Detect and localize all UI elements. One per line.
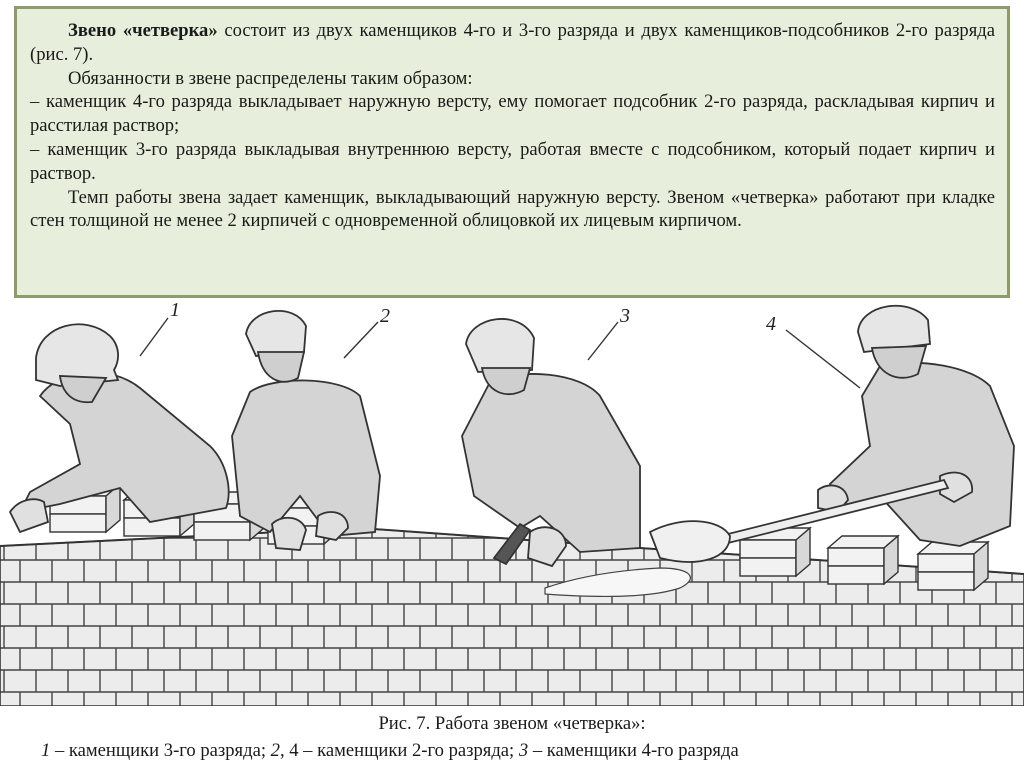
legend-num-3: 3 [518, 740, 529, 761]
paragraph-mason-3: – каменщик 3-го разряда выкладывая внутреннюю версту, работая вместе с подсобником, который подает кирпич и раствор. [30, 138, 995, 184]
paragraph-duties: Обязанности в звене распределены таким образом: [68, 67, 473, 89]
figure-label-1: 1 [170, 299, 180, 321]
legend-text-3: – каменщики 4-го разряда [528, 740, 739, 761]
figure-caption-title: Рис. 7. Работа звеном «четверка»: [378, 713, 646, 734]
paragraph-mason-4: – каменщик 4-го разряда выкладывает наружную версту, ему помогает подсобник 2-го разряда, раскладывая кирпич и расстилая раствор; [30, 91, 995, 137]
figure-bricklaying [0, 296, 1024, 706]
legend-num-1: 1 [41, 740, 51, 761]
figure-label-4: 4 [766, 313, 776, 335]
intro-text: состоит из двух каменщиков 4-го и 3-го разряда и двух каменщиков-подсобников 2-го разряда (рис. 7). [30, 20, 995, 65]
term-zveno-chetverka: Звено «четверка» [68, 20, 218, 41]
legend-num-2: 2 [270, 740, 280, 761]
legend-text-1: – каменщики 3-го разряда; [50, 740, 271, 761]
legend-text-2: , 4 – каменщики 2-го разряда; [279, 740, 519, 761]
figure-label-2: 2 [380, 305, 390, 327]
paragraph-tempo: Темп работы звена задает каменщик, выкладывающий наружную версту. Звеном «четверка» работают при кладке стен толщиной не менее 2 кирпичей с одновременной облицовкой их лицевым кирпичом. [30, 186, 995, 232]
worker-3 [462, 319, 640, 566]
bricklayers-illustration [0, 296, 1024, 706]
figure-caption-legend [41, 740, 1021, 762]
text-panel [14, 6, 1010, 298]
paragraph-intro [30, 19, 995, 67]
figure-label-3: 3 [620, 305, 630, 327]
